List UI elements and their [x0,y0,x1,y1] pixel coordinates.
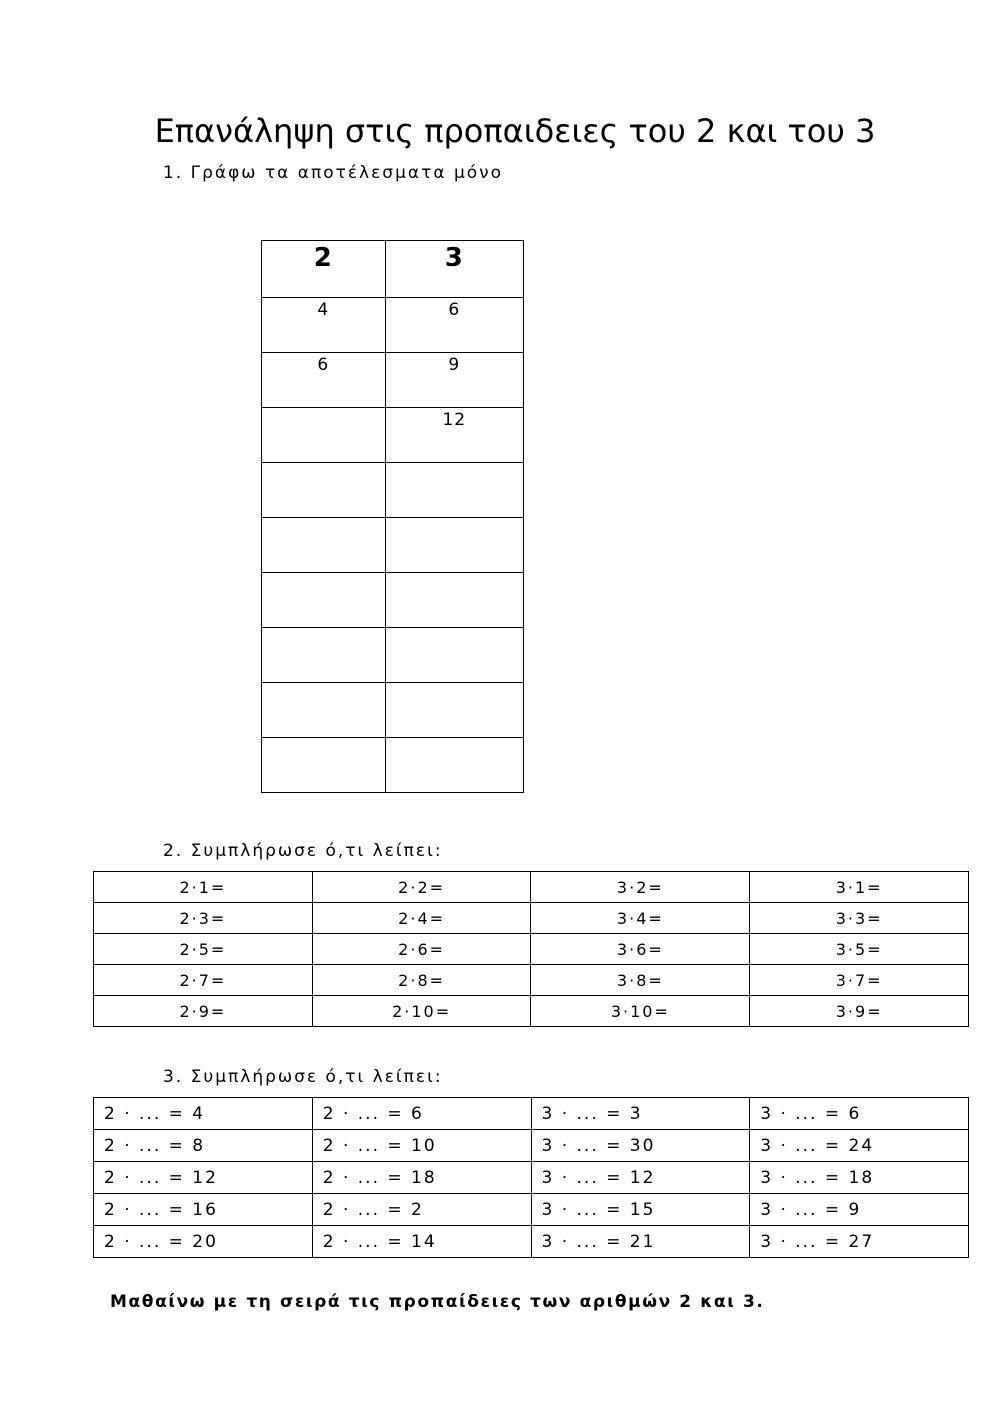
exercise-cell: 3 · ... = 30 [531,1130,750,1162]
answer-cell [385,463,523,518]
page-title: Επανάληψη στις προπαιδειες του 2 και του 3 [154,112,876,150]
exercise-cell: 3 · ... = 15 [531,1194,750,1226]
answer-cell [262,683,386,738]
answer-cell: 12 [385,408,523,463]
answer-cell [262,573,386,628]
exercise-cell: 3 · ... = 24 [750,1130,969,1162]
table-row [94,1098,969,1130]
answer-cell [385,738,523,793]
exercise-cell: 3·9= [750,996,969,1027]
exercise-cell: 2·9= [94,996,313,1027]
exercise-cell: 2 · ... = 8 [94,1130,313,1162]
table-row [262,408,524,463]
exercise-cell: 2 · ... = 14 [312,1226,531,1258]
answer-cell [385,628,523,683]
exercise-cell: 2 · ... = 6 [312,1098,531,1130]
exercise-cell: 3·8= [531,965,750,996]
exercise-cell: 3·4= [531,903,750,934]
exercise-cell: 2 · ... = 20 [94,1226,313,1258]
exercise-cell: 2·7= [94,965,313,996]
exercise-cell: 2·1= [94,872,313,903]
table-row [262,298,524,353]
section-2-heading: 2. Συμπλήρωσε ό,τι λείπει: [163,841,443,861]
exercise-cell: 3 · ... = 3 [531,1098,750,1130]
missing-factor-table [93,1097,969,1258]
answer-cell [262,738,386,793]
answer-cell: 4 [262,298,386,353]
table-row [262,353,524,408]
exercise-cell: 2·5= [94,934,313,965]
column-header-2: 2 [262,241,386,298]
table-row [94,1130,969,1162]
table-row [262,518,524,573]
exercise-cell: 2·4= [312,903,531,934]
multiplication-table [93,871,969,1027]
exercise-cell: 2·8= [312,965,531,996]
answer-cell: 6 [262,353,386,408]
table-row [262,683,524,738]
table-row [94,996,969,1027]
answer-cell: 9 [385,353,523,408]
answer-cell [385,518,523,573]
table-row [262,573,524,628]
answer-cell [262,408,386,463]
table-row [94,903,969,934]
exercise-cell: 2·6= [312,934,531,965]
exercise-cell: 3·2= [531,872,750,903]
answer-cell [262,463,386,518]
section-3-heading: 3. Συμπλήρωσε ό,τι λείπει: [163,1067,443,1087]
exercise-cell: 3 · ... = 6 [750,1098,969,1130]
exercise-cell: 2 · ... = 2 [312,1194,531,1226]
exercise-cell: 3·1= [750,872,969,903]
table-row [94,872,969,903]
exercise-cell: 2 · ... = 10 [312,1130,531,1162]
section-1-heading: 1. Γράφω τα αποτέλεσματα μόνο [163,163,504,183]
exercise-cell: 3·3= [750,903,969,934]
exercise-cell: 2 · ... = 18 [312,1162,531,1194]
table-row [262,628,524,683]
exercise-cell: 2 · ... = 4 [94,1098,313,1130]
exercise-cell: 2 · ... = 12 [94,1162,313,1194]
column-header-3: 3 [385,241,523,298]
exercise-cell: 3 · ... = 21 [531,1226,750,1258]
exercise-cell: 3 · ... = 27 [750,1226,969,1258]
exercise-cell: 2 · ... = 16 [94,1194,313,1226]
answer-cell [262,628,386,683]
exercise-cell: 3 · ... = 18 [750,1162,969,1194]
exercise-cell: 2·2= [312,872,531,903]
exercise-cell: 3·10= [531,996,750,1027]
answer-cell [385,573,523,628]
exercise-cell: 3·7= [750,965,969,996]
exercise-cell: 3·6= [531,934,750,965]
exercise-cell: 3 · ... = 12 [531,1162,750,1194]
exercise-cell: 3·5= [750,934,969,965]
table-header-row [262,241,524,298]
table-row [262,463,524,518]
table-row [94,1226,969,1258]
results-table [261,240,524,793]
table-row [262,738,524,793]
table-row [94,1162,969,1194]
table-row [94,1194,969,1226]
table-row [94,934,969,965]
table-row [94,965,969,996]
exercise-cell: 3 · ... = 9 [750,1194,969,1226]
exercise-cell: 2·3= [94,903,313,934]
answer-cell: 6 [385,298,523,353]
exercise-cell: 2·10= [312,996,531,1027]
footer-note: Μαθαίνω με τη σειρά τις προπαίδειες των αριθμών 2 και 3. [110,1292,765,1312]
answer-cell [385,683,523,738]
answer-cell [262,518,386,573]
